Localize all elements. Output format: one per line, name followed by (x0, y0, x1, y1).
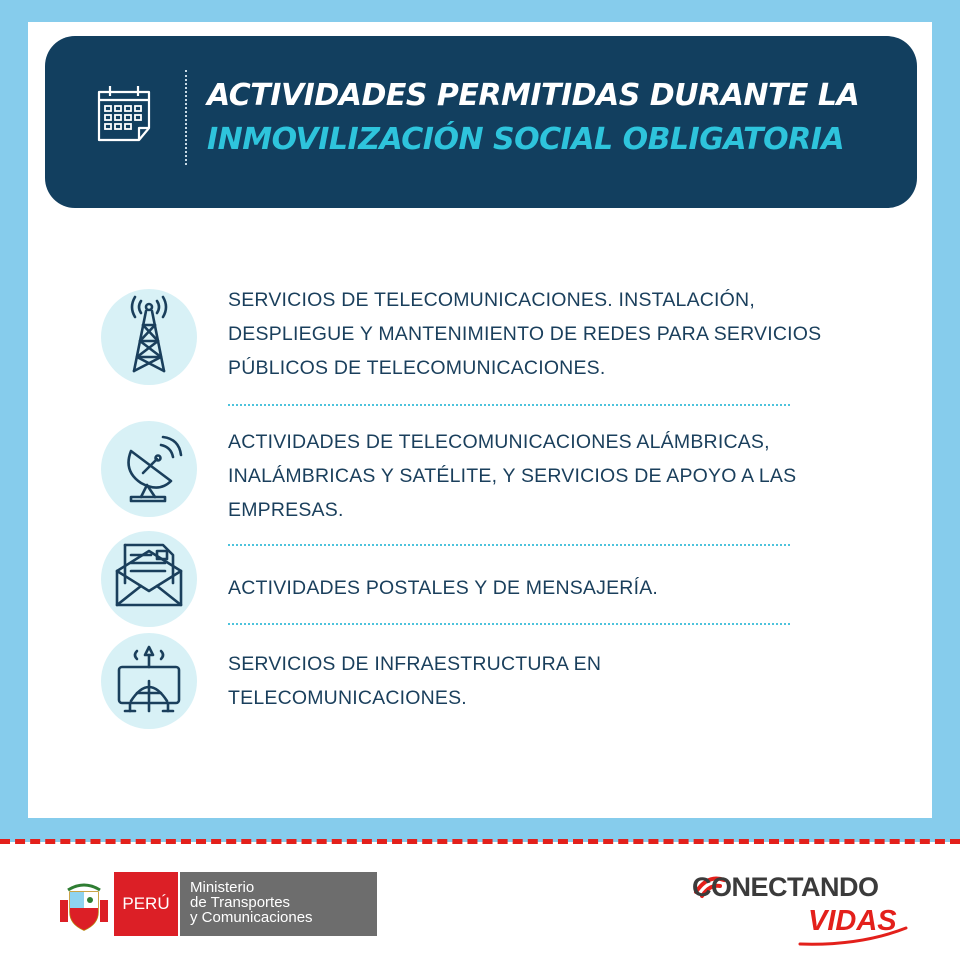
network-infrastructure-icon (101, 633, 197, 729)
ministry-line2: de Transportes (190, 894, 291, 911)
ministry-line1: Ministerio (190, 879, 255, 896)
brand-word-vidas: VIDAS (808, 905, 897, 937)
ministry-logo-box (180, 872, 377, 936)
item-divider (228, 544, 790, 546)
peru-coat-of-arms-icon (58, 876, 110, 934)
antenna-tower-icon (101, 289, 197, 385)
item-icon-circle (101, 289, 197, 385)
peru-label: PERÚ (114, 872, 178, 936)
item-text: ACTIVIDADES DE TELECOMUNICACIONES ALÁMBRICAS, INALÁMBRICAS Y SATÉLITE, Y SERVICIOS DE APOYO A LAS EMPRESAS. (228, 431, 797, 521)
item-icon-circle (101, 531, 197, 627)
ministry-line3: y Comunicaciones (190, 909, 313, 926)
footer-red-dashed-line (0, 839, 960, 844)
banner-divider (185, 70, 187, 165)
brand-word-conectando: CONECTANDO (692, 872, 879, 902)
satellite-dish-icon (101, 421, 197, 517)
page-title-line2: INMOVILIZACIÓN SOCIAL OBLIGATORIA (207, 122, 845, 157)
item-text: SERVICIOS DE INFRAESTRUCTURA EN TELECOMUNICACIONES. (228, 653, 602, 709)
mail-envelope-icon (101, 531, 197, 627)
item-divider (228, 623, 790, 625)
item-divider (228, 404, 790, 406)
item-icon-circle (101, 421, 197, 517)
item-icon-circle (101, 633, 197, 729)
item-text: SERVICIOS DE TELECOMUNICACIONES. INSTALACIÓN, DESPLIEGUE Y MANTENIMIENTO DE REDES PARA SERVICIOS PÚBLICOS DE TELECOMUNICACIONES. (228, 289, 822, 379)
page-title-line1: ACTIVIDADES PERMITIDAS DURANTE LA (207, 78, 860, 113)
calendar-icon (96, 82, 152, 142)
item-text: ACTIVIDADES POSTALES Y DE MENSAJERÍA. (228, 577, 659, 599)
